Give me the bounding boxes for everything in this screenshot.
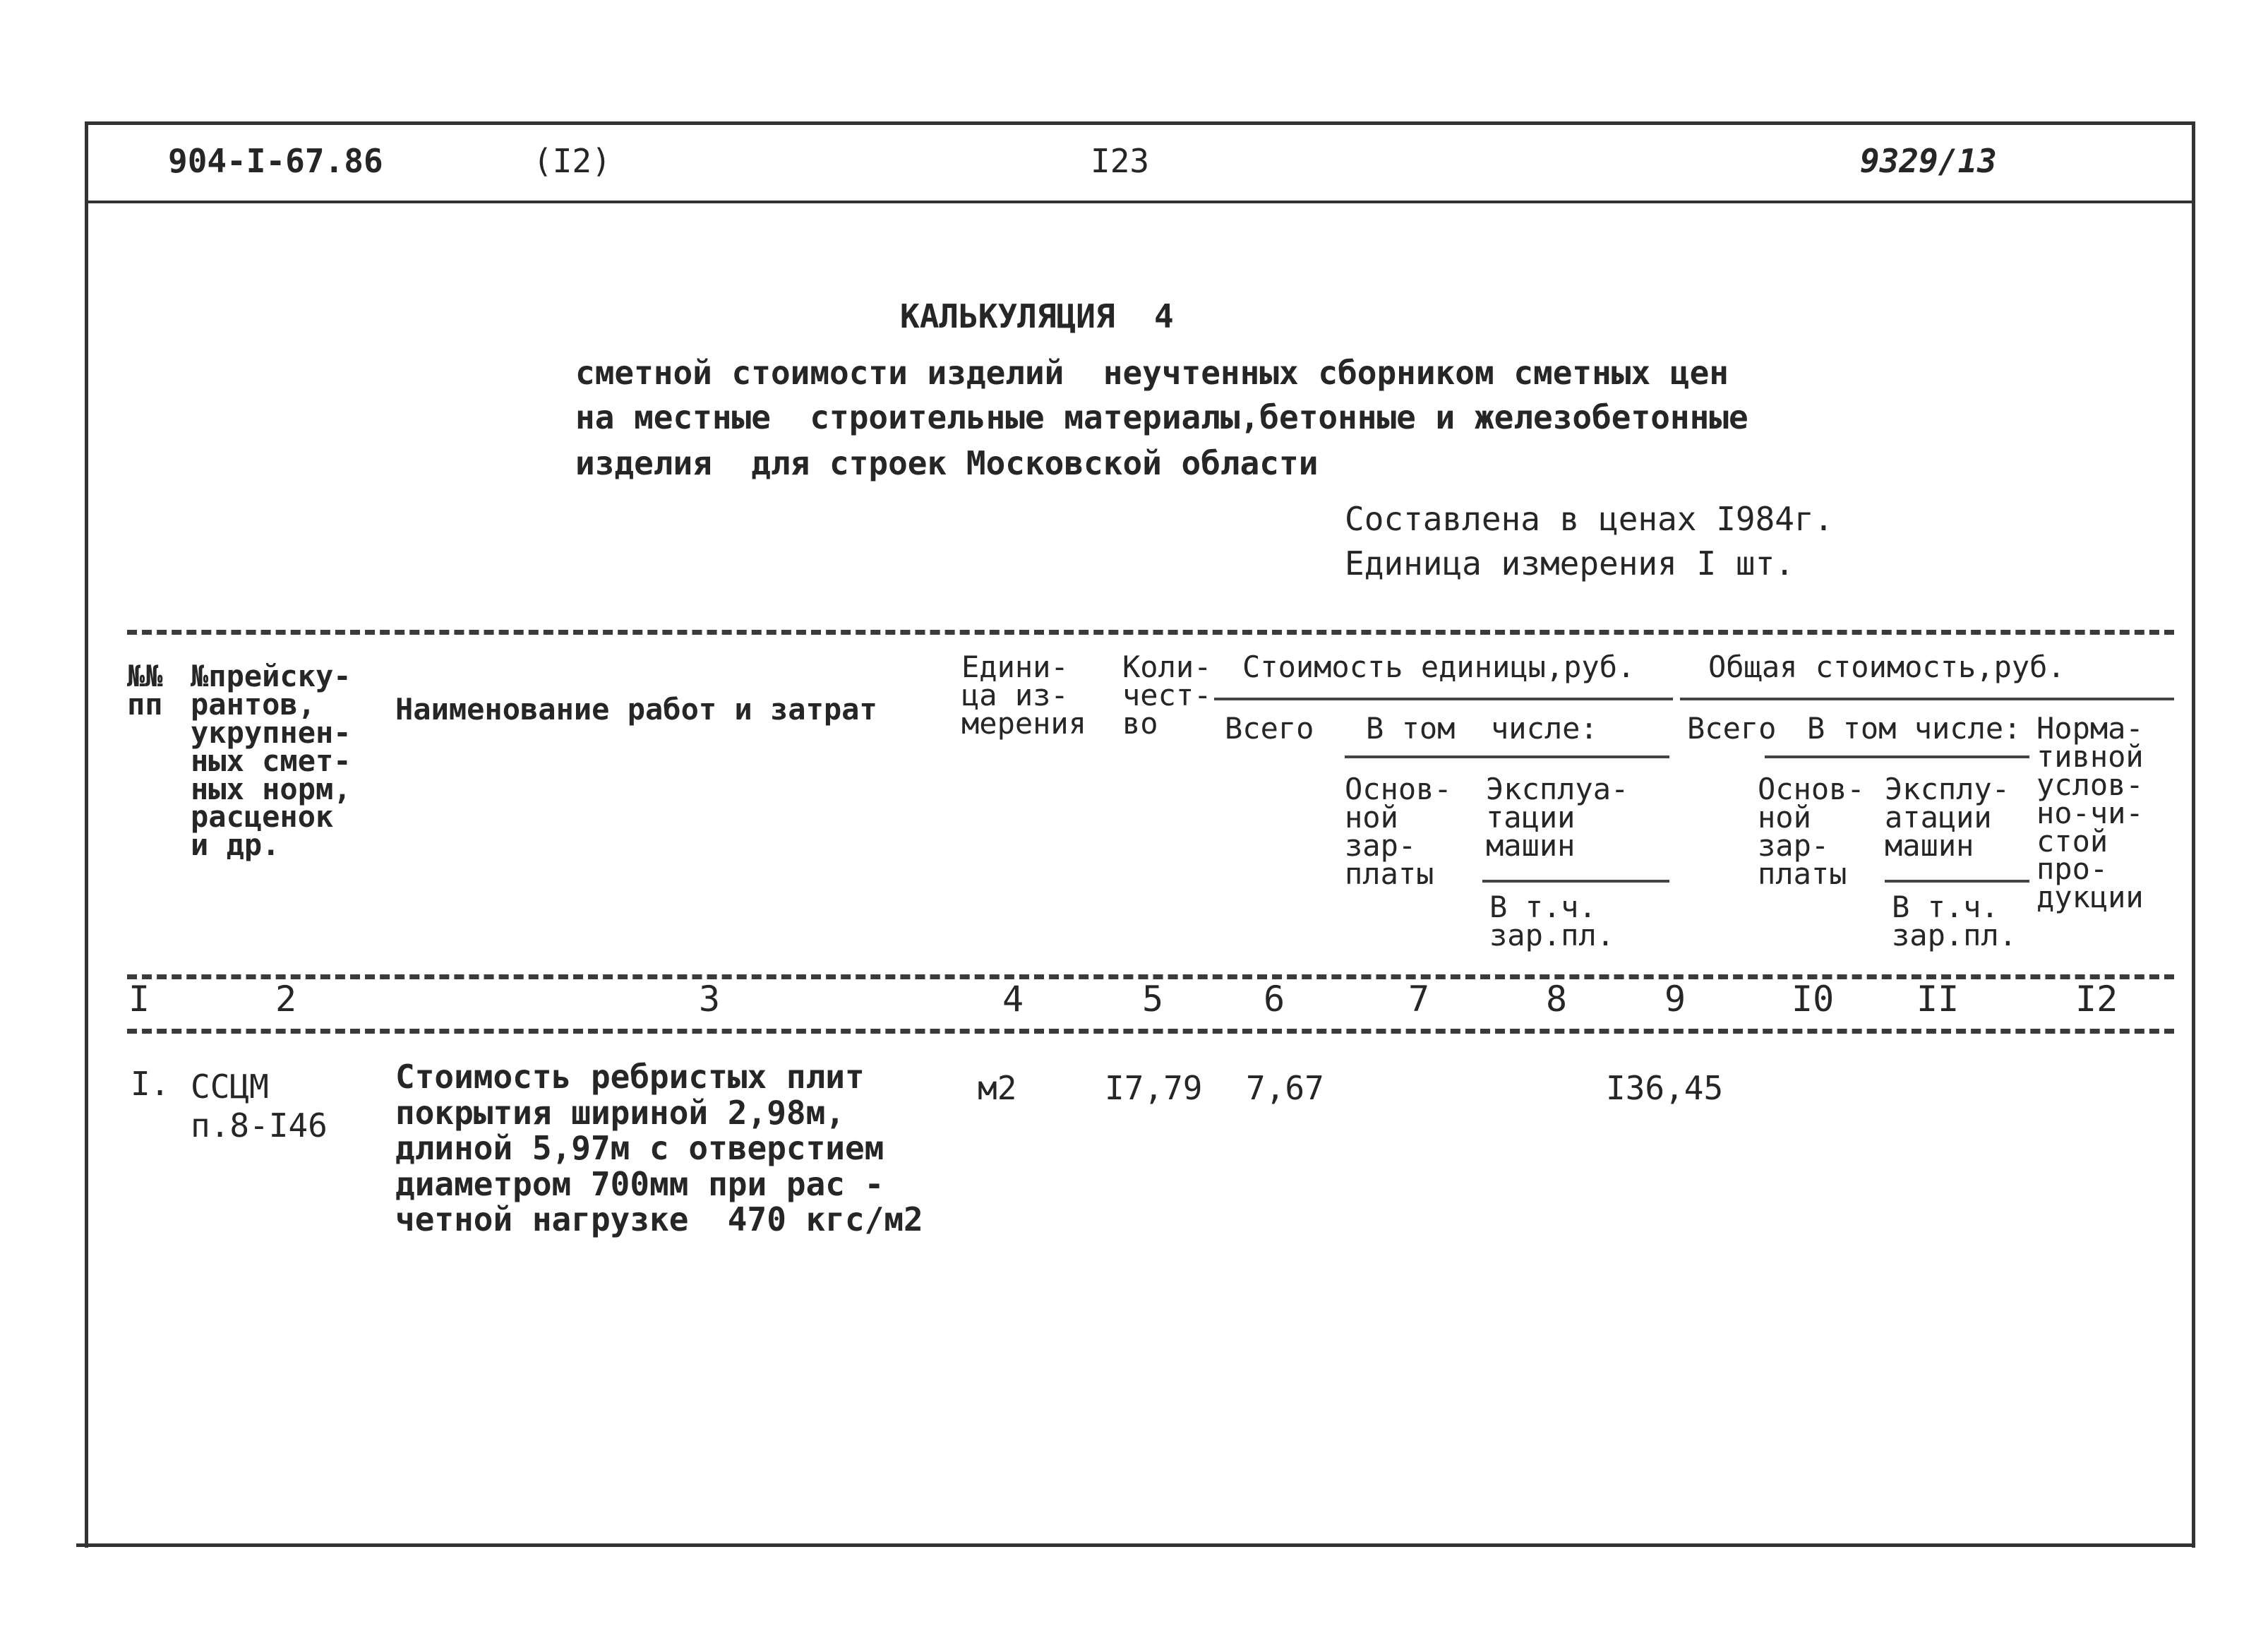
col-header-unit-total: Всего	[1225, 711, 1314, 746]
incl-unit-header: В том числе:	[1366, 711, 1598, 746]
row-number: I.	[131, 1065, 170, 1103]
column-number: 2	[275, 979, 297, 1020]
price-basis: Составлена в ценах I984г.	[1345, 500, 1834, 538]
total-cost-group-header: Общая стоимость,руб.	[1708, 650, 2065, 684]
table-top-rule	[127, 630, 2174, 635]
incl-total-rule	[1765, 755, 2029, 758]
unit-of-measure: Единица измерения I шт.	[1345, 544, 1794, 582]
row-work-description: Стоимость ребристых плит покрытия шириной 2,98м, длиной 5,97м с отверстием диаметром 700мм при рас - четной нагрузке 470 кгс/м2	[395, 1058, 923, 1239]
row-unit: м2	[978, 1069, 1017, 1107]
column-number: I0	[1792, 979, 1835, 1020]
frame-top	[85, 121, 2195, 125]
col-header-total: Всего	[1687, 711, 1777, 746]
col-header-name: Наименование работ и затрат	[395, 692, 877, 727]
frame-bottom	[76, 1543, 2195, 1547]
col-header-total-wages: Основ- ной зар- платы	[1758, 772, 1865, 891]
col-header-unit-wages: Основ- ной зар- платы	[1345, 772, 1452, 891]
title-line-3: изделия для строек Московской области	[575, 444, 1319, 482]
column-number: 4	[1002, 979, 1024, 1020]
unit-cost-group-header: Стоимость единицы,руб.	[1242, 650, 1636, 684]
column-number: 6	[1264, 979, 1285, 1020]
document-heading: КАЛЬКУЛЯЦИЯ 4	[900, 297, 1174, 335]
column-number: I	[128, 979, 150, 1020]
archive-number: 9329/13	[1860, 142, 1997, 180]
title-line-2: на местные строительные материалы,бетонные и железобетонные	[575, 398, 1748, 436]
row-total: I36,45	[1606, 1069, 1724, 1107]
column-number: 9	[1664, 979, 1686, 1020]
col-header-normative: Норма- тивной услов- но-чи- стой про- дукции	[2036, 711, 2144, 915]
frame-right	[2192, 121, 2195, 1548]
col-header-unit: Едини- ца из- мерения	[961, 650, 1087, 741]
col-header-ref: №прейску- рантов, укрупнен- ных смет- ных норм, расценок и др.	[191, 659, 352, 863]
page-number: I23	[1091, 142, 1150, 180]
total-cost-group-rule	[1680, 698, 2174, 700]
column-number: 5	[1142, 979, 1164, 1020]
sheet-ref: (I2)	[533, 142, 611, 180]
title-line-1: сметной стоимости изделий неучтенных сборником сметных цен	[575, 354, 1729, 392]
row-quantity: I7,79	[1105, 1069, 1203, 1107]
incl-unit-rule	[1345, 755, 1669, 758]
col-header-unit-machines: Эксплуа- тации машин	[1486, 772, 1629, 863]
col-header-total-machines-wages: В т.ч. зар.пл.	[1892, 890, 2017, 952]
doc-code: 904-I-67.86	[168, 142, 383, 180]
column-number: 3	[699, 979, 721, 1020]
incl-total-header: В том числе:	[1807, 711, 2022, 746]
column-number: I2	[2075, 979, 2118, 1020]
column-number: 7	[1408, 979, 1430, 1020]
row-price-reference: ССЦМ п.8-I46	[191, 1068, 328, 1145]
column-number: 8	[1546, 979, 1568, 1020]
col-header-num: №№ пп	[127, 659, 163, 722]
row-unit-total: 7,67	[1246, 1069, 1324, 1107]
col-header-qty: Коли- чест- во	[1122, 650, 1212, 741]
col-header-unit-machines-wages: В т.ч. зар.пл.	[1489, 890, 1615, 952]
machines-unit-rule	[1482, 880, 1669, 883]
unit-cost-group-rule	[1214, 698, 1673, 700]
machines-total-rule	[1885, 880, 2029, 883]
col-header-total-machines: Эксплу- атации машин	[1885, 772, 2010, 863]
column-number: II	[1916, 979, 1960, 1020]
header-rule	[88, 201, 2192, 203]
column-numbers-rule	[127, 1029, 2174, 1034]
frame-left	[85, 121, 88, 1548]
